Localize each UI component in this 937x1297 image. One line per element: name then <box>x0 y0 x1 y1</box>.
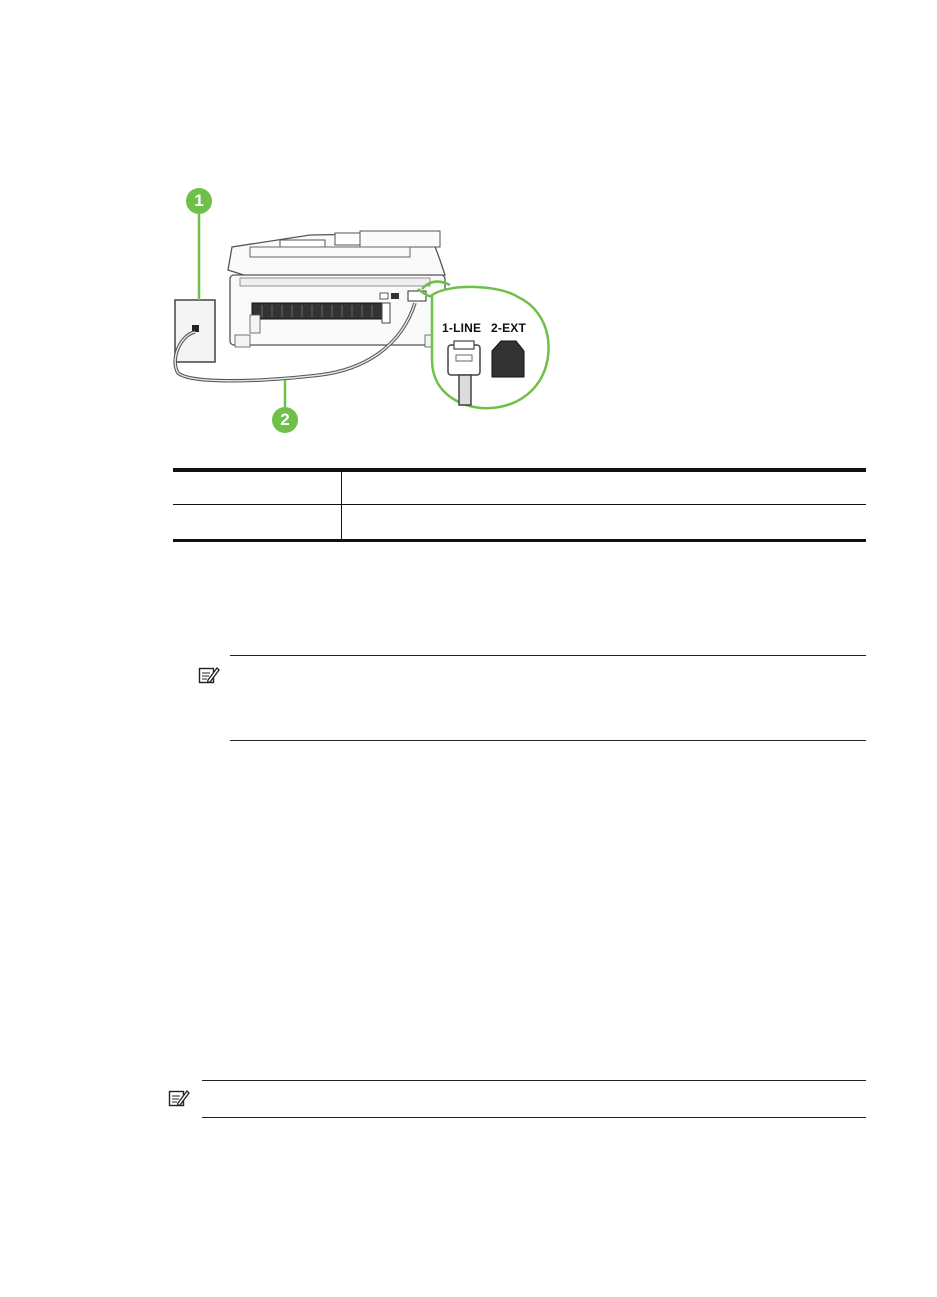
ext-port-label: 2-EXT <box>491 321 527 335</box>
callout-badge-1: 1 <box>186 188 212 214</box>
fax-connection-diagram <box>160 185 560 440</box>
legend-rule-bottom <box>173 539 866 542</box>
note-icon <box>168 1088 190 1113</box>
note-icon <box>198 665 220 690</box>
printer-illustration <box>228 231 445 347</box>
fax-connection-figure <box>160 185 560 440</box>
legend-column-divider <box>341 472 342 539</box>
figure-legend-table <box>173 468 866 542</box>
note-block <box>168 1080 866 1122</box>
ext-port <box>492 341 524 377</box>
wall-jack <box>175 300 215 362</box>
legend-row-divider <box>173 504 866 505</box>
line-port-label: 1-LINE <box>442 321 482 335</box>
port-detail-zoom <box>432 287 549 408</box>
legend-rule-top <box>173 468 866 472</box>
note-block <box>198 655 866 745</box>
callout-badge-2: 2 <box>272 407 298 433</box>
